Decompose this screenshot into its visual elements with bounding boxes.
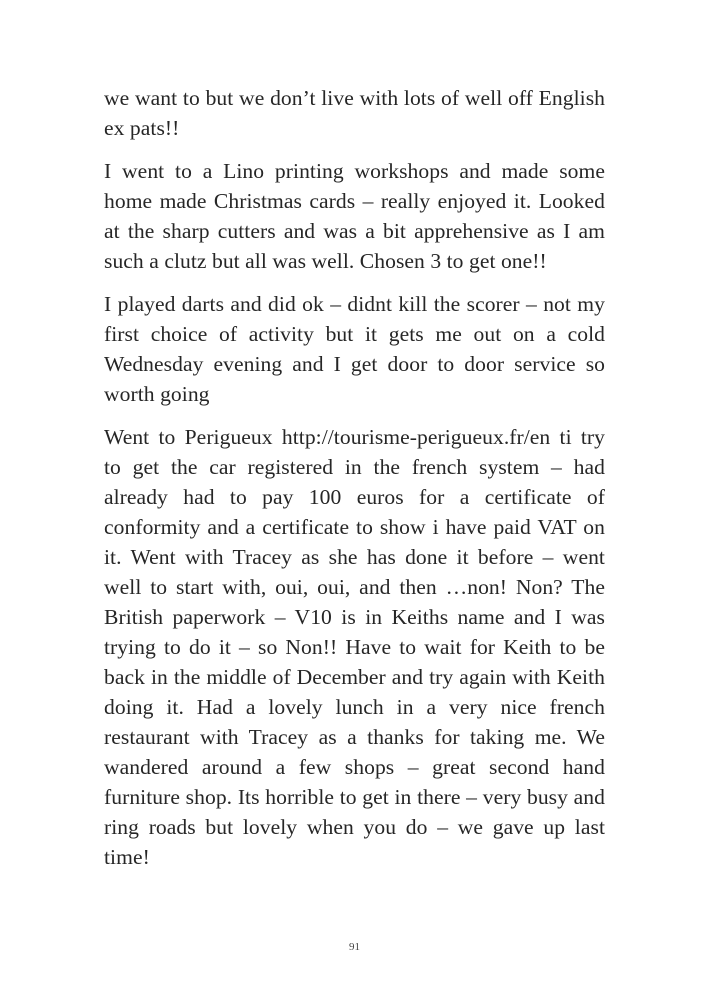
page-number: 91	[349, 941, 360, 953]
paragraph-ex-pats: we want to but we don’t live with lots of well off English ex pats!!	[104, 86, 605, 140]
paragraph-darts: I played darts and did ok – didnt kill the scorer – not my first choice of activity but it gets me out on a cold Wednesday evening and I get door to door service so worth going	[104, 292, 605, 406]
page-body	[104, 83, 605, 885]
paragraph-perigueux: Went to Perigueux http://tourisme-perigueux.fr/en ti try to get the car registered in the french system – had already had to pay 100 euros for a certificate of conformity and a certificate to show i have paid VAT on it. Went with Tracey as she has done it before – went well to start with, oui, oui, and then …non! Non? The British paperwork – V10 is in Keiths name and I was trying to do it – so Non!! Have to wait for Keith to be back in the middle of December and try again with Keith doing it. Had a lovely lunch in a very nice french restaurant with Tracey as a thanks for taking me. We wandered around a few shops – great second hand furniture shop. Its horrible to get in there – very busy and ring roads but lovely when you do – we gave up last time!	[104, 425, 605, 869]
paragraph-lino-printing: I went to a Lino printing workshops and made some home made Christmas cards – really enjoyed it. Looked at the sharp cutters and was a bit apprehensive as I am such a clutz but all was well. Chosen 3 to get one!!	[104, 159, 605, 273]
